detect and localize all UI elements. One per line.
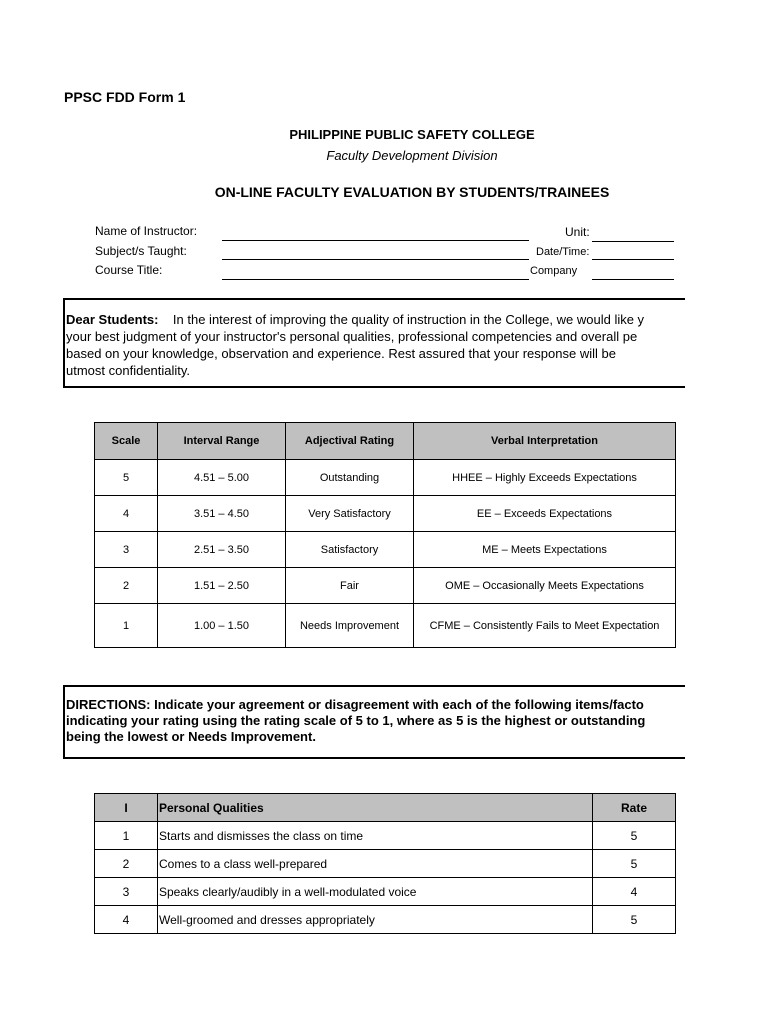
verbal-cell: OME – Occasionally Meets Expectations (414, 568, 676, 604)
header-verbal-interpretation: Verbal Interpretation (414, 423, 676, 460)
org-name: PHILIPPINE PUBLIC SAFETY COLLEGE (289, 127, 535, 142)
table-row (95, 604, 676, 648)
table-row (95, 906, 676, 934)
scale-cell: 3 (95, 532, 158, 568)
adjectival-cell: Fair (286, 568, 414, 604)
verbal-cell: HHEE – Highly Exceeds Expectations (414, 460, 676, 496)
table-row (95, 496, 676, 532)
item-number: 2 (95, 850, 158, 878)
rate-cell[interactable]: 5 (593, 906, 676, 934)
letter-salutation: Dear Students: (66, 312, 159, 327)
item-text: Comes to a class well-prepared (158, 850, 593, 878)
directions-line-3: being the lowest or Needs Improvement. (66, 729, 316, 744)
table-row (95, 850, 676, 878)
item-number: 1 (95, 822, 158, 850)
unit-field[interactable] (592, 241, 674, 242)
rate-cell[interactable]: 4 (593, 878, 676, 906)
interval-cell: 2.51 – 3.50 (158, 532, 286, 568)
verbal-cell: CFME – Consistently Fails to Meet Expectation (414, 604, 676, 648)
table-header-row (95, 794, 676, 822)
table-header-row (95, 423, 676, 460)
interval-cell: 1.00 – 1.50 (158, 604, 286, 648)
table-row (95, 822, 676, 850)
course-field[interactable] (222, 279, 529, 280)
instructor-field[interactable] (222, 240, 529, 241)
instructor-label: Name of Instructor: (95, 224, 198, 238)
adjectival-cell: Very Satisfactory (286, 496, 414, 532)
item-text: Starts and dismisses the class on time (158, 822, 593, 850)
course-label: Course Title: (95, 263, 163, 277)
item-text: Speaks clearly/audibly in a well-modulated voice (158, 878, 593, 906)
unit-label: Unit: (565, 225, 590, 239)
section-title: Personal Qualities (158, 794, 593, 822)
verbal-cell: EE – Exceeds Expectations (414, 496, 676, 532)
interval-cell: 1.51 – 2.50 (158, 568, 286, 604)
letter-line-3: based on your knowledge, observation and experience. Rest assured that your response will be (66, 346, 616, 361)
intro-letter (63, 298, 685, 388)
adjectival-cell: Needs Improvement (286, 604, 414, 648)
scale-cell: 2 (95, 568, 158, 604)
division-name: Faculty Development Division (326, 148, 498, 163)
adjectival-cell: Satisfactory (286, 532, 414, 568)
subject-field[interactable] (222, 259, 529, 260)
company-field[interactable] (592, 279, 674, 280)
datetime-field[interactable] (592, 259, 674, 260)
adjectival-cell: Outstanding (286, 460, 414, 496)
item-number: 3 (95, 878, 158, 906)
header-interval-range: Interval Range (158, 423, 286, 460)
rate-header: Rate (593, 794, 676, 822)
rate-cell[interactable]: 5 (593, 822, 676, 850)
rate-cell[interactable]: 5 (593, 850, 676, 878)
verbal-cell: ME – Meets Expectations (414, 532, 676, 568)
personal-qualities-table (94, 793, 676, 934)
table-row (95, 532, 676, 568)
letter-line-2: your best judgment of your instructor's personal qualities, professional competencies and overall pe (66, 329, 638, 344)
header-scale: Scale (95, 423, 158, 460)
rating-scale-table (94, 422, 676, 648)
item-text: Well-groomed and dresses appropriately (158, 906, 593, 934)
form-code: PPSC FDD Form 1 (64, 89, 186, 105)
page-title: ON-LINE FACULTY EVALUATION BY STUDENTS/TRAINEES (214, 184, 610, 200)
directions-line-2: indicating your rating using the rating scale of 5 to 1, where as 5 is the highest or outstanding (66, 713, 646, 728)
interval-cell: 3.51 – 4.50 (158, 496, 286, 532)
scale-cell: 5 (95, 460, 158, 496)
header-adjectival-rating: Adjectival Rating (286, 423, 414, 460)
letter-line-4: utmost confidentiality. (66, 363, 191, 378)
subject-label: Subject/s Taught: (95, 244, 187, 258)
letter-line-1: In the interest of improving the quality of instruction in the College, we would like y (172, 312, 645, 327)
scale-cell: 1 (95, 604, 158, 648)
item-number: 4 (95, 906, 158, 934)
company-label: Company (530, 265, 578, 277)
directions-line-1: DIRECTIONS: Indicate your agreement or disagreement with each of the following items/facto (66, 697, 644, 712)
interval-cell: 4.51 – 5.00 (158, 460, 286, 496)
scale-cell: 4 (95, 496, 158, 532)
datetime-label: Date/Time: (536, 246, 590, 258)
table-row (95, 568, 676, 604)
section-number: I (95, 794, 158, 822)
table-row (95, 460, 676, 496)
directions-box (63, 685, 685, 759)
table-row (95, 878, 676, 906)
